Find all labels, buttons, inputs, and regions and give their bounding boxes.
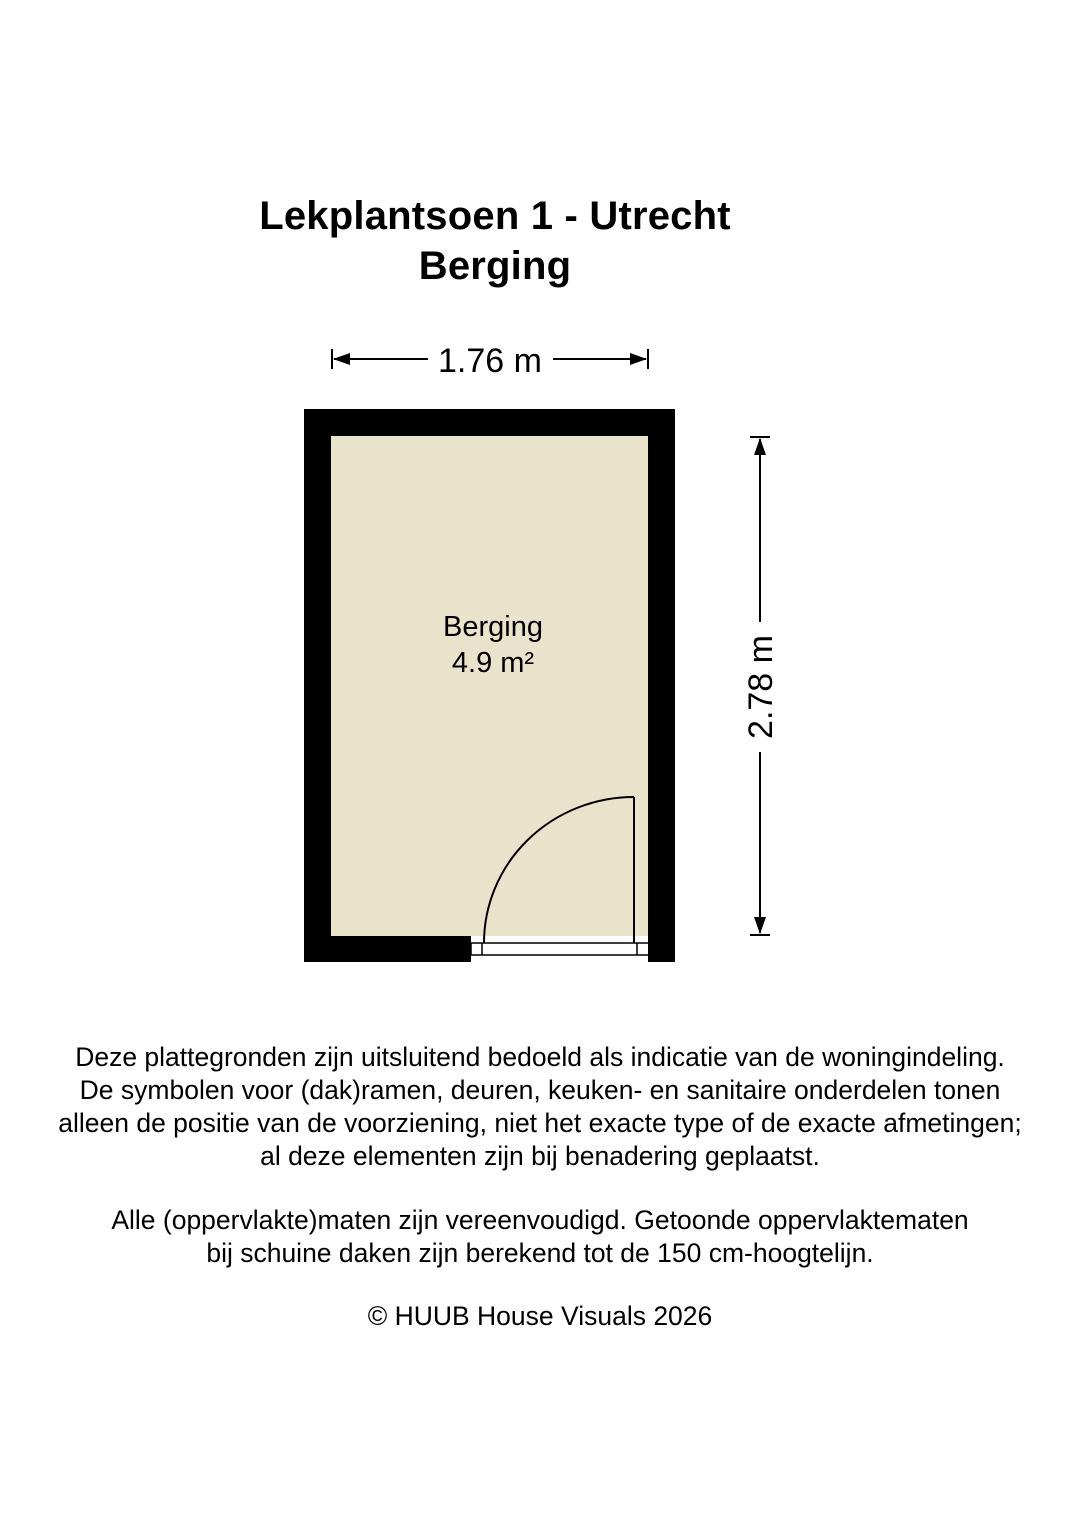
disclaimer-line: Deze plattegronden zijn uitsluitend bedoeld als indicatie van de woningindeling.: [75, 1042, 1005, 1072]
height-arrow-bottom-icon: [754, 917, 766, 934]
disclaimer-line: al deze elementen zijn bij benadering geplaatst.: [260, 1141, 820, 1171]
door-threshold: [471, 936, 648, 962]
height-arrow-top-icon: [754, 438, 766, 455]
plan-title-floor: Berging: [418, 244, 572, 288]
copyright-notice: © HUUB House Visuals 2026: [367, 1301, 713, 1331]
room-name-label: Berging: [443, 611, 543, 643]
wall-left: [304, 409, 331, 962]
disclaimer-line: De symbolen voor (dak)ramen, deuren, keuken- en sanitaire onderdelen tonen: [79, 1075, 1001, 1105]
width-arrow-left-icon: [333, 353, 350, 365]
disclaimer-paragraph-2: [0, 1204, 1080, 1270]
width-dimension-label: 1.76 m: [438, 342, 542, 380]
room-area-label: 4.9 m²: [451, 647, 535, 679]
plan-title-address: Lekplantsoen 1 - Utrecht: [259, 194, 731, 238]
wall-right: [648, 409, 675, 962]
disclaimer-line: bij schuine daken zijn berekend tot de 150 cm-hoogtelijn.: [206, 1238, 874, 1268]
disclaimer-line: Alle (oppervlakte)maten zijn vereenvoudigd. Getoonde oppervlaktematen: [111, 1205, 969, 1235]
width-arrow-right-icon: [630, 353, 647, 365]
wall-top: [304, 409, 675, 436]
door-opening: [471, 936, 648, 962]
disclaimer-paragraph-1: [0, 1041, 1080, 1173]
wall-bottom-left: [304, 936, 471, 962]
disclaimer-line: alleen de positie van de voorziening, niet het exacte type of de exacte afmetingen;: [58, 1108, 1022, 1138]
room-floor: [331, 436, 648, 936]
height-dimension-label: 2.78 m: [742, 635, 780, 739]
